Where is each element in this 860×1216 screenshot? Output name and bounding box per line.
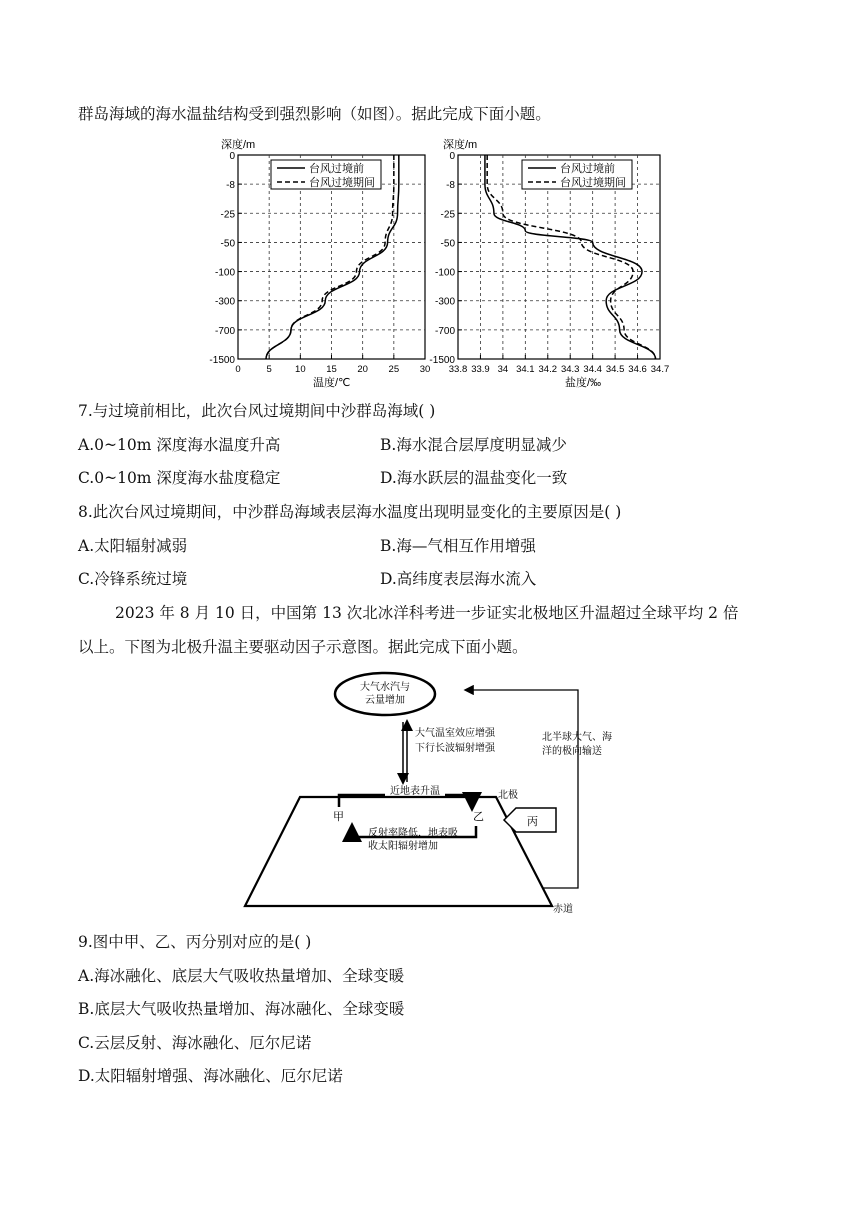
temperature-chart xyxy=(205,138,435,390)
q8-option-c[interactable]: C.冷锋系统过境 xyxy=(78,570,188,588)
temp-legend-dashed-label: 台风过境期间 xyxy=(309,177,375,189)
arctic-warming-diagram xyxy=(240,670,630,915)
q8-stem: 8.此次台风过境期间，中沙群岛海域表层海水温度出现明显变化的主要原因是( ) xyxy=(78,503,622,521)
x-tick-label: 5 xyxy=(266,364,272,375)
passage2-line1: 2023 年 8 月 10 日，中国第 13 次北冰洋科考进一步证实北极地区升温超过全球平均 2 倍 xyxy=(115,604,739,622)
y-tick-label: -8 xyxy=(226,180,235,192)
water-vapor-line2: 云量增加 xyxy=(365,695,405,706)
equator-label: 赤道 xyxy=(553,904,573,915)
y-tick-label: -8 xyxy=(446,180,455,192)
x-tick-label: 15 xyxy=(326,364,337,375)
y-tick-label: -300 xyxy=(434,296,455,308)
passage2-line2: 以上。下图为北极升温主要驱动因子示意图。据此完成下面小题。 xyxy=(78,638,528,656)
y-tick-label: -700 xyxy=(214,325,235,337)
x-tick-label: 34.3 xyxy=(560,364,580,375)
transport-line2: 洋的极向输送 xyxy=(542,746,602,757)
temp-legend-solid-label: 台风过境前 xyxy=(309,163,364,175)
x-tick-label: 25 xyxy=(388,364,400,375)
temp-y-ticks xyxy=(209,151,242,366)
transport-line1: 北半球大气、海 xyxy=(542,732,612,743)
albedo-line1: 反射率降低，地表吸 xyxy=(368,828,458,839)
y-tick-label: -100 xyxy=(214,267,235,279)
q9-stem: 9.图中甲、乙、丙分别对应的是( ) xyxy=(78,933,312,951)
y-tick-label: -1500 xyxy=(429,355,455,366)
yi-label: 乙 xyxy=(473,811,484,823)
x-tick-label: 34.1 xyxy=(516,364,535,375)
north-pole-label: 北极 xyxy=(498,790,518,801)
intro-text: 群岛海域的海水温盐结构受到强烈影响（如图）。据此完成下面小题。 xyxy=(78,105,551,123)
q9-option-b[interactable]: B.底层大气吸收热量增加、海冰融化、全球变暖 xyxy=(78,1000,405,1018)
y-tick-label: -50 xyxy=(220,238,235,250)
x-tick-label: 34.6 xyxy=(628,364,647,375)
x-tick-label: 33.8 xyxy=(448,364,468,375)
y-tick-label: 0 xyxy=(229,151,235,162)
x-tick-label: 33.9 xyxy=(471,364,490,375)
y-tick-label: 0 xyxy=(449,151,455,162)
x-tick-label: 34.2 xyxy=(538,364,558,375)
temp-x-ticks xyxy=(235,355,430,375)
x-tick-label: 0 xyxy=(235,364,241,375)
y-tick-label: -50 xyxy=(440,238,455,250)
q7-option-a[interactable]: A.0~10m 深度海水温度升高 xyxy=(78,436,281,454)
q8-option-a[interactable]: A.太阳辐射减弱 xyxy=(78,537,188,555)
y-tick-label: -100 xyxy=(434,267,455,279)
x-tick-label: 10 xyxy=(295,364,306,375)
q7-option-c[interactable]: C.0~10m 深度海水盐度稳定 xyxy=(78,469,281,487)
y-tick-label: -300 xyxy=(214,296,235,308)
sal-x-ticks xyxy=(449,355,670,375)
q7-stem: 7.与过境前相比，此次台风过境期间中沙群岛海域( ) xyxy=(78,402,436,420)
q9-option-a[interactable]: A.海冰融化、底层大气吸收热量增加、全球变暖 xyxy=(78,967,405,985)
y-tick-label: -25 xyxy=(220,209,235,221)
greenhouse-line1: 大气温室效应增强 xyxy=(415,728,495,739)
albedo-line2: 收太阳辐射增加 xyxy=(368,841,438,852)
salinity-chart xyxy=(425,138,670,390)
x-tick-label: 34.7 xyxy=(650,364,670,375)
greenhouse-line2: 下行长波辐射增强 xyxy=(415,743,495,754)
x-tick-label: 34 xyxy=(497,364,509,375)
x-tick-label: 30 xyxy=(419,364,431,375)
water-vapor-line1: 大气水汽与 xyxy=(360,682,410,693)
x-tick-label: 34.4 xyxy=(583,364,602,375)
y-tick-label: -25 xyxy=(440,209,455,221)
y-tick-label: -700 xyxy=(434,325,455,337)
x-tick-label: 20 xyxy=(357,364,368,375)
x-tick-label: 34.5 xyxy=(605,364,625,375)
q8-option-b[interactable]: B.海—气相互作用增强 xyxy=(380,537,536,555)
sal-y-label: 深度/m xyxy=(443,139,478,151)
q9-option-c[interactable]: C.云层反射、海冰融化、厄尔尼诺 xyxy=(78,1034,312,1052)
q9-option-d[interactable]: D.太阳辐射增强、海冰融化、厄尔尼诺 xyxy=(78,1067,343,1085)
q7-option-b[interactable]: B.海水混合层厚度明显减少 xyxy=(380,436,567,454)
water-vapor-ellipse xyxy=(335,673,435,715)
jia-label: 甲 xyxy=(333,811,344,823)
sal-legend-dashed-label: 台风过境期间 xyxy=(560,177,626,189)
temp-y-label: 深度/m xyxy=(221,139,256,151)
bing-label: 丙 xyxy=(527,816,538,828)
sal-x-label: 盐度/‰ xyxy=(565,377,602,389)
surface-warming-label: 近地表升温 xyxy=(390,786,440,797)
q8-option-d[interactable]: D.高纬度表层海水流入 xyxy=(380,570,537,588)
y-tick-label: -1500 xyxy=(209,355,235,366)
sal-y-ticks xyxy=(429,151,462,366)
sal-legend-solid-label: 台风过境前 xyxy=(560,163,615,175)
temp-x-label: 温度/℃ xyxy=(313,377,351,389)
q7-option-d[interactable]: D.海水跃层的温盐变化一致 xyxy=(380,469,568,487)
